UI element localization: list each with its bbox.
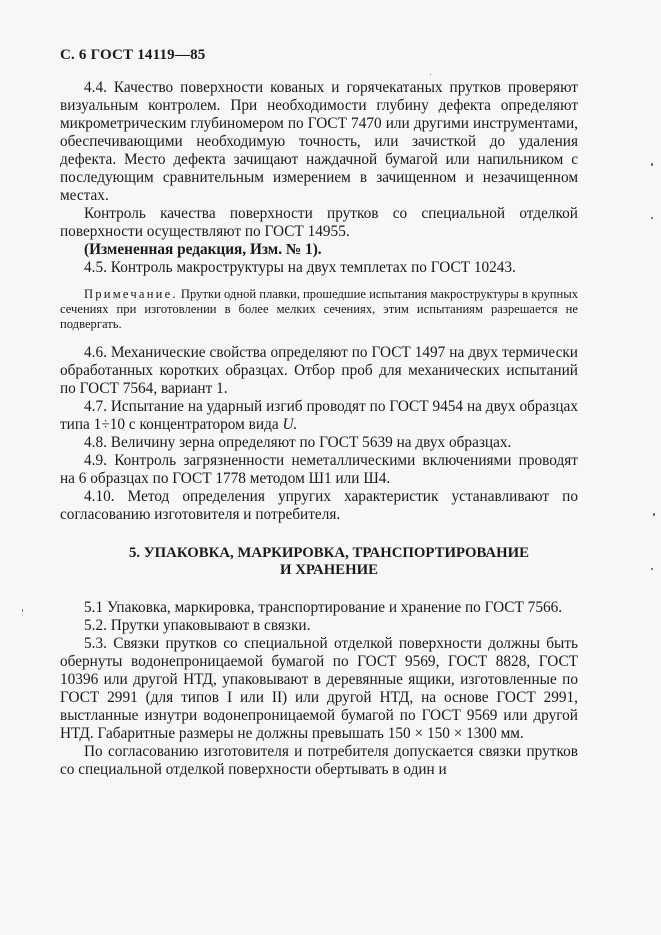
paragraph-5-3-agreement: По согласованию изготовителя и потребителя допускается связки прутков со специальной отделкой поверхности обертывать в один и [60,743,578,778]
scan-speck [651,568,653,570]
scan-speck [430,74,431,75]
paragraph-5-3: 5.3. Связки прутков со специальной отделкой поверхности должны быть обернуты водонепроницаемой бумагой по ГОСТ 9569, ГОСТ 8828, ГОСТ 10396 или другой НТД, упаковывают в деревянные ящики, изготовленные по ГОСТ 2991 (для типов I или II) или другой НТД, на основе ГОСТ 2991, выстланные изнутри водонепроницаемой бумагой по ГОСТ 9569 или другой НТД. Габаритные размеры не должны превышать 150 × 150 × 1300 мм. [60,635,578,742]
paragraph-4-4-surface-control: Контроль качества поверхности прутков со специальной отделкой поверхности осуществляют по ГОСТ 14955. [60,205,578,240]
scan-speck [22,609,23,612]
scan-speck [653,513,655,516]
scan-speck [651,217,653,219]
paragraph-4-10: 4.10. Метод определения упругих характеристик устанавливают по согласованию изготовителя и потребителя. [60,488,578,523]
amendment-note: (Измененная редакция, Изм. № 1). [84,241,322,258]
section-5-title [60,545,578,579]
paragraph-4-7-text: 4.7. Испытание на ударный изгиб проводят по ГОСТ 9454 на двух образцах типа 1÷10 с концентратором вида [60,398,578,433]
paragraph-4-7 [60,398,578,434]
paragraph-4-6: 4.6. Механические свойства определяют по ГОСТ 1497 на двух термически обработанных коротких образцах. Отбор проб для механических испытаний по ГОСТ 7564, вариант 1. [60,344,578,397]
note-label: Примечание. [84,287,178,301]
paragraph-5-1: 5.1 Упаковка, маркировка, транспортирование и хранение по ГОСТ 7566. [84,599,563,616]
paragraph-4-9: 4.9. Контроль загрязненности неметаллическими включениями проводят на 6 образцах по ГОСТ 1778 методом Ш1 или Ш4. [60,452,578,487]
note-text: Прутки одной плавки, прошедшие испытания макроструктуры в крупных сечениях при изготовлении в более мелких сечениях, этим испытаниям разрешается не подвергать. [60,287,579,331]
page-body [60,79,578,779]
section-5-title-line2: И ХРАНЕНИЕ [280,562,378,578]
paragraph-4-5: 4.5. Контроль макроструктуры на двух темплетах по ГОСТ 10243. [84,259,516,276]
section-5-title-line1: 5. УПАКОВКА, МАРКИРОВКА, ТРАНСПОРТИРОВАНИЕ [129,545,529,561]
paragraph-4-4: 4.4. Качество поверхности кованых и горячекатаных прутков проверяют визуальным контролем. При необходимости глубину дефекта определяют микрометрическим глубиномером по ГОСТ 7470 или другими инструментами, обеспечивающими необходимую точность, или зачисткой до удаления дефекта. Место дефекта зачищают наждачной бумагой или напильником с последующим сравнительным измерением в зачищенном и незачищенном местах. [60,79,578,204]
paragraph-5-2: 5.2. Прутки упаковывают в связки. [84,617,311,634]
note [60,287,578,332]
concentrator-type: U. [282,416,298,433]
paragraph-4-8: 4.8. Величину зерна определяют по ГОСТ 5639 на двух образцах. [84,434,512,451]
scan-speck [651,163,653,166]
page-header: С. 6 ГОСТ 14119—85 [60,47,206,63]
